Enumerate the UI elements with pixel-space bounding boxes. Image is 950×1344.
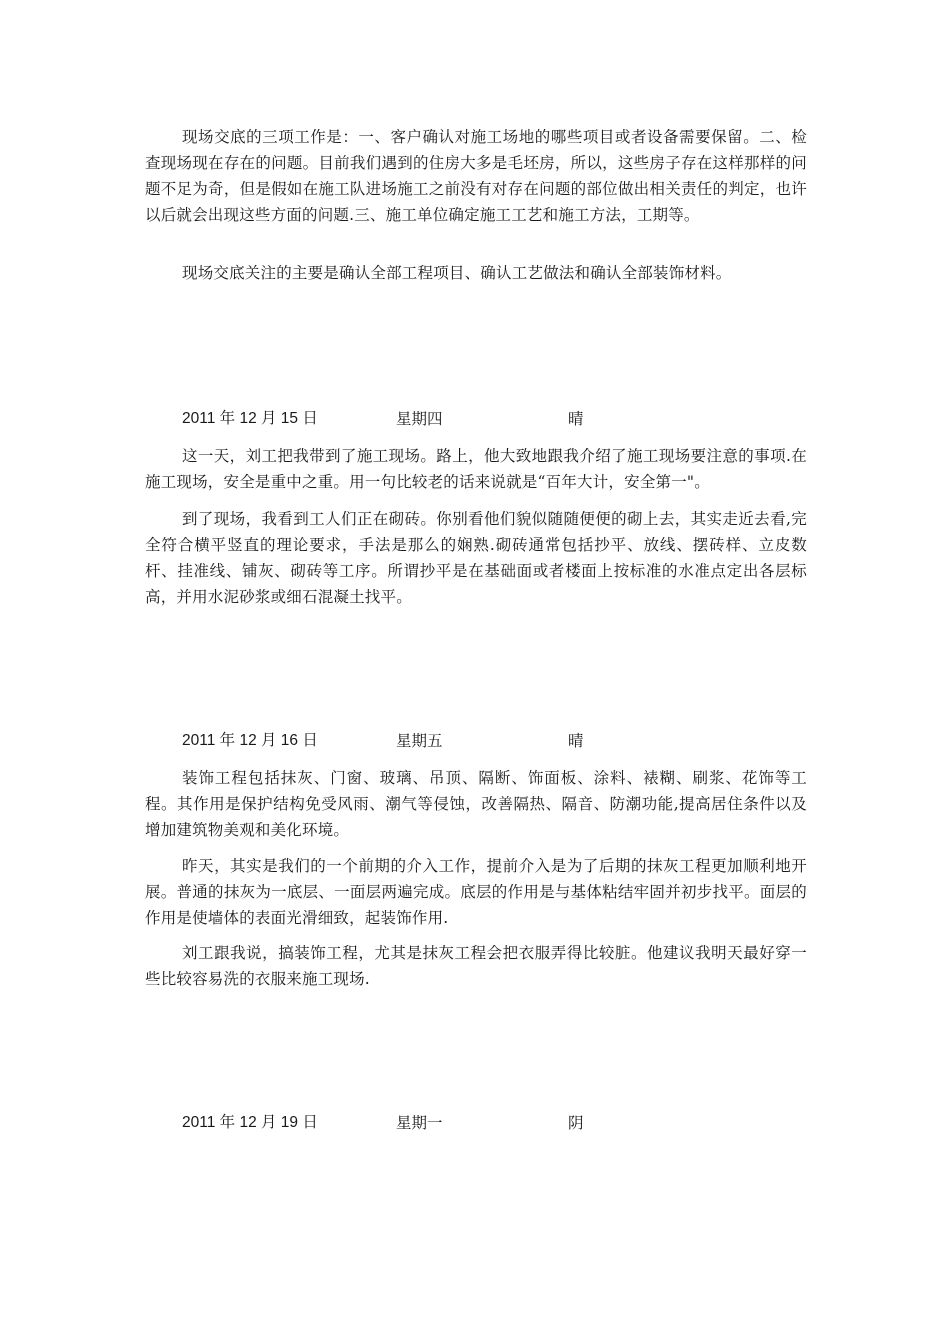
entry-date: 2011 年 12 月 15 日: [182, 410, 318, 427]
paragraph-clothing-advice: 刘工跟我说，搞装饰工程，尤其是抹灰工程会把衣服弄得比较脏。他建议我明天最好穿一些比较容易洗的衣服来施工现场.: [145, 944, 807, 988]
entry-weekday: 星期五: [396, 732, 443, 750]
paragraph-site-handover-focus: 现场交底关注的主要是确认全部工程项目、确认工艺做法和确认全部装饰材料。: [182, 264, 732, 282]
paragraph-site-handover-tasks: 现场交底的三项工作是：一、客户确认对施工场地的哪些项目或者设备需要保留。二、检查现场现在存在的问题。目前我们遇到的住房大多是毛坯房，所以，这些房子存在这样那样的问题不足为奇，但是假如在施工队进场施工之前没有对存在问题的部位做出相关责任的判定，也许以后就会出现这些方面的问题.三、施工单位确定施工工艺和施工方法，工期等。: [145, 128, 807, 224]
entry-weather: 晴: [568, 732, 584, 750]
entry-weather: 晴: [568, 410, 584, 428]
paragraph-site-safety: 这一天，刘工把我带到了施工现场。路上，他大致地跟我介绍了施工现场要注意的事项.在施工现场，安全是重中之重。用一句比较老的话来说就是“百年大计，安全第一"。: [145, 447, 807, 491]
paragraph-bricklaying: 到了现场，我看到工人们正在砌砖。你别看他们貌似随随便便的砌上去，其实走近去看,完全符合横平竖直的理论要求，手法是那么的娴熟.砌砖通常包括抄平、放线、摆砖样、立皮数杆、挂准线、铺灰、砌砖等工序。所谓抄平是在基础面或者楼面上按标准的水准点定出各层标高，并用水泥砂浆或细石混凝土找平。: [145, 510, 807, 606]
entry-date: 2011 年 12 月 19 日: [182, 1114, 318, 1131]
paragraph-plastering: 昨天，其实是我们的一个前期的介入工作，提前介入是为了后期的抹灰工程更加顺利地开展。普通的抹灰为一底层、一面层两遍完成。底层的作用是与基体粘结牢固并初步找平。面层的作用是使墙体的表面光滑细致，起装饰作用.: [145, 857, 807, 927]
entry-weekday: 星期一: [396, 1114, 443, 1132]
entry-weekday: 星期四: [396, 410, 443, 428]
entry-weather: 阴: [568, 1114, 584, 1132]
paragraph-decoration-works: 装饰工程包括抹灰、门窗、玻璃、吊顶、隔断、饰面板、涂料、裱糊、刷浆、花饰等工程。其作用是保护结构免受风雨、潮气等侵蚀，改善隔热、隔音、防潮功能,提高居住条件以及增加建筑物美观和美化环境。: [145, 769, 807, 839]
entry-date: 2011 年 12 月 16 日: [182, 732, 318, 749]
